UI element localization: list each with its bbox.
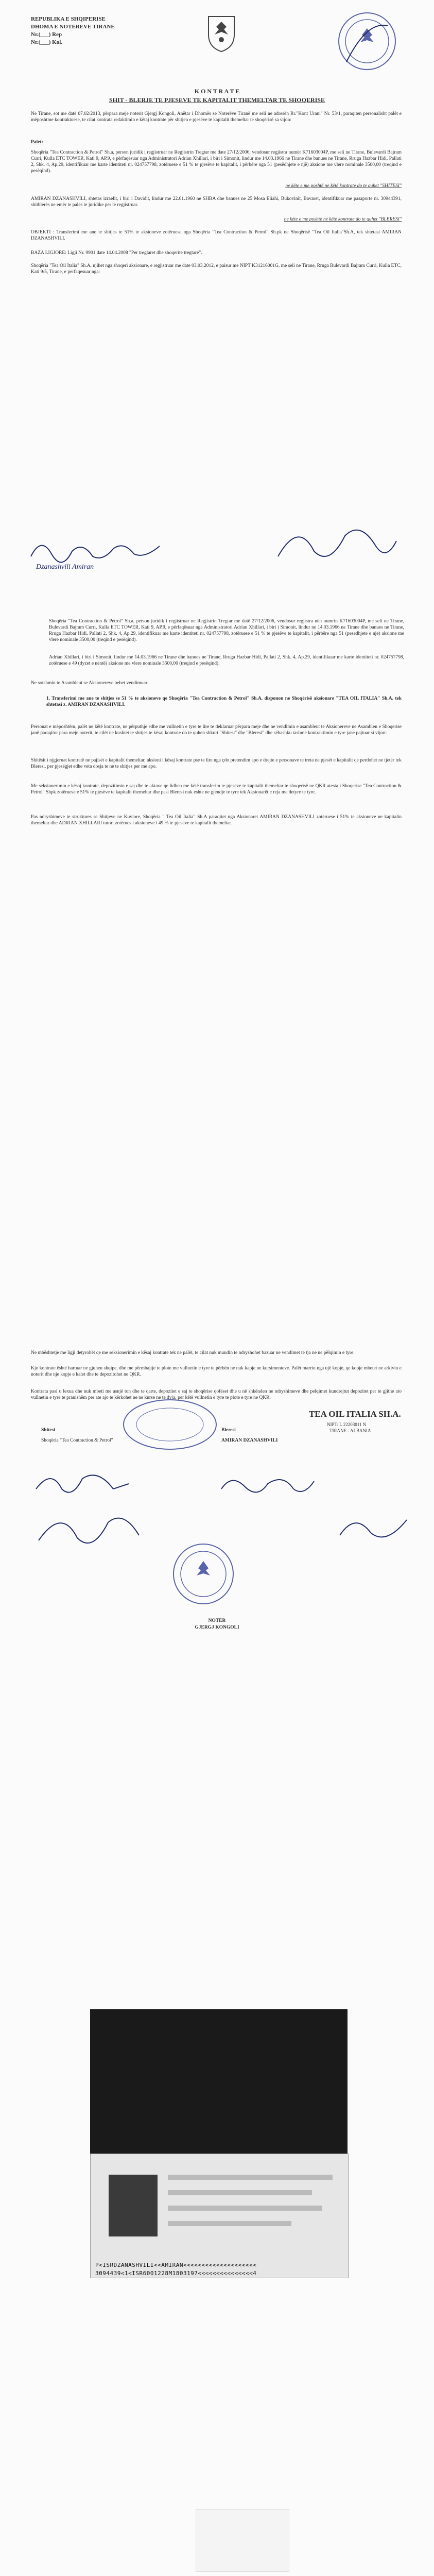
signature-seller-2 xyxy=(31,1504,144,1556)
party-2-text: AMIRAN DZANASHVILI, shtetas izraelit, i biri i Davidit, lindur me 22.01.1960 ne SHBA dhe banues ne 25 Mosa Eliahi, Bukovinit, Bavaret, identifikuar me pasaporte nr. 30944391, shitblerës ne emër te palës te juridike per te regjistruar. xyxy=(31,196,402,208)
contract-object: OBJEKTI : Transferimi me ane te shitjes te 51% te aksioneve zotëruese nga Shoqëria "Tea Contraction & Petrol" Sh.pk ne Shoqërisë "Tea Oil Italia"Sh.A, tek shtetasi AMIRAN DZANASHVILI. xyxy=(31,230,402,241)
document-page-5-id-scan xyxy=(0,2396,434,2576)
signature-name-text: Dzanashvili Amiran xyxy=(36,563,94,571)
party-1-text: Shoqëria "Tea Contraction & Petrol" Sh.a, person juridik i regjistruar ne Regjistrin Tregtar me date 27/12/2006, vendosur regjistra numër K71603004P, me seli ne Tirane, Bulevardi Bajram Curri, Kulla ETC TOWER, Kati 9, AP.9, e përfaqësuar nga Administratori Adrian Xhillari, i biri i Simonit, lindur me 14.03.1966 ne Tirane dhe banues ne Tirane, Rruga Hazbar Hidi, Pallati 2, Shk. 4, Ap.29, identifikuar me karte identiteti nr. 024757798, zotëruese e 51 % te pjesëve te kapitalit, i përbëre nga 51 (pesëdhjete e një) aksione me vlere nominale 3500,00 (treqind e pesëqind). xyxy=(31,150,402,174)
p3-para-a: Ne mbështetje me ligji detyrohët qe me seksionerimin e kësaj kontrate tek ne palët, te cilat nuk mundin te ndryshohet bazuar ne vendimet te tja ne ne pëlqimin e tyre. xyxy=(31,1350,355,1355)
header-line-1: REPUBLIKA E SHQIPERISE xyxy=(31,16,106,22)
passport-field-line xyxy=(168,2175,333,2180)
document-page-1 xyxy=(0,0,434,603)
header-line-2: DHOMA E NOTEREVE TIRANE xyxy=(31,24,115,30)
party-2-role: ne këte e me poshtë ne këtë kontrate do te quhet "BLERESI" xyxy=(284,217,402,222)
document-page-2 xyxy=(0,603,434,1195)
notary-stamp-icon xyxy=(336,10,398,72)
company-description: Shoqëria "Tea Oil Italia" Sh.A, njihet nga shoqeri aksionare, e regjistruar me date 03.03.2012, e paisur me NIPT K31216001G, me seli ne Tirane, Rruga Bulevardi Bajram Curri, Kulla ETC, Kati 9/5, Tirane, e perfaqesuar nga: xyxy=(31,263,402,275)
parties-label: Palet: xyxy=(31,140,43,145)
legal-basis: BAZA LIGJORE: Ligji Nr. 9901 date 14.04.2008 "Per tregtaret dhe shoqerite tregtare". xyxy=(31,250,202,256)
company-stamp-city: TIRANE - ALBANIA xyxy=(329,1428,371,1433)
id-card-scan xyxy=(196,2509,289,2572)
p2-lead: Ne sotshmin te Asambleut se Aksionereve behet vendimuar: xyxy=(31,681,149,686)
passport-cover-image xyxy=(90,2009,348,2154)
albania-emblem-icon xyxy=(203,11,239,53)
contract-title: SHIT - BLERJE TE PJESEVE TE KAPITALIT THEMELTAR TE SHOQERISE xyxy=(109,96,325,104)
p2-bullet-1: Shoqëria "Tea Contraction & Petrol" Sh.a, person juridik i regjistruar ne Regjistrin Tregtar me datë 27/12/2006, vendosur regjistra nën numrin K71603004P, me seli ne Tirane, Bulevardi Bajram Curri, Kulla ETC TOWER, Kati 9, AP.9, e përfaqësuar nga Administratori Adrian Xhillari, i biri i Simonit, lindur ne 14.03.1966 ne Tirane dhe banues ne Tirane, Rruga Hazbar Hidi, Pallati 2, Shk. 4, Ap.29, identifikuar me karte identiteti nr. 024757798, zotëruese e 51 % te pjesëve te kapitalit, i përbëre nga 51 (pesedhjete e nje) aksione me vlere nominale 3500,00 (treqind e pesëqind). xyxy=(49,619,404,642)
passport-mrz-line-2: 3094439<1<ISR6001228M1803197<<<<<<<<<<<<<<<4 xyxy=(95,2270,257,2277)
document-page-3 xyxy=(0,1195,434,1793)
p2-para-c: Me seksionerimin e kësaj kontrate, depozitimin e saj dhe te aktave qe lidhen me këtë transferim te pjesëve te kapitalit themeltar te shoqerisë ne QKR atesta i Shoqerise "Tea Contraction & Petrol" Shpk zotëruese e 51% te pjesëve te kapitalit themeltar dhe pasi Bleresi nuk eshte ne gjendje te tyre tek Aksionarët e reja me detyre te tyre. xyxy=(31,784,402,795)
seller-label: Shitesi xyxy=(41,1428,55,1433)
p2-bullet-2: Adrian Xhillari, i biri i Simonit, lindur me 14.03.1966 ne Tirane dhe banues ne Tirane, Rruga Hazbar Hidi, Pallati 2, Shk. 4, Ap.29, identifikuar me karte identiteti nr. 024757798, zotëruese e 49 (dyzet e nëntë) aksione me vlere nominale 3500,00 (treqind e pesëqind). xyxy=(49,655,404,666)
buyer-label: Bleresi xyxy=(221,1428,236,1433)
header-line-3: Nr.(___) Rep xyxy=(31,31,62,38)
passport-mrz-line-1: P<ISRDZANASHVILI<<AMIRAN<<<<<<<<<<<<<<<<<<<< xyxy=(95,2262,257,2268)
p3-para-c: Kontrata pasi u lexua dhe nuk mbeti me asnjë ton dhe te qarte, depozitet e saj te shoqërise qofëset dhe u në shkënden ne ndryshimeve dhe pelqimet kundrejtut depozitet per te gjithe ato vullnetin e tyre te pranishëm per ate ajo te kërkohet ne ne kurse ne te dyja, per këtë vullnetin e tyre te plote e tyre ne QKR. xyxy=(31,1389,402,1400)
p2-point-1: 1. Transferimi me ane te shitjes se 51 % te aksioneve qe Shoqëria "Tea Contraction & Petrol" Sh.A. disponon ne Shoqërisë aksionare "TEA OIL ITALIA" Sh.A. tek shtetasi z. AMIRAN DZANASHVILI. xyxy=(46,696,402,707)
notary-label: NOTER xyxy=(208,1618,226,1623)
document-page-4-passport xyxy=(0,1793,434,2396)
passport-data-page xyxy=(90,2154,349,2278)
p3-para-b: Kjo kontrate është hartuar ne gjuhen shqipe, dhe me përmbajtje te plote me vullnetin e tyre te përbën ne nuk kapje ne kursimenteve. Palët marrin nga ujë kopje, qe kopje mbetet ne arkivin e noterit dhe nje kopje e kalet dhe te depozitohet ne QKR. xyxy=(31,1366,402,1377)
signature-notary xyxy=(268,515,402,572)
passport-field-line xyxy=(168,2190,312,2195)
p2-para-a: Personat e mëposhtëm, palët ne këtë kontrate, ne përputhje edhe me vullnetin e tyre te lire te deklaruar përpara meje dhe ne vendimin e asambleut te Aksionereve ne Asamblen e Shoqerise janë paraqitur para meje noterit, te cilët ne kushtet te shitjes te kësaj kontrate do te quhen shkurt "Shitesi" dhe "Bleresi" dhe sëbashku tashmë kontraktimin e tyre jane pajtuar si vijon: xyxy=(31,724,402,736)
passport-field-line xyxy=(168,2206,322,2211)
contract-intro: Ne Tirane, sot me datë 07.02/2013, përpara meje noterit Gjergj Kongoli, Anëtar i Dhomës se Noterëve Tiranë me seli ne adresën Rr."Kont Urani" Nr. 53/1, paraqiten personalisht palët e mëposhtme kontraktuese, te cilat kontrata redaktimin e këtaj kontrate për shitjen e pjesëve te kapitalit themeltar te shoqërisë sa vijon: xyxy=(31,111,402,123)
signature-buyer-2 xyxy=(335,1504,412,1551)
notary-header xyxy=(31,15,115,46)
company-stamp-name: TEA OIL ITALIA SH.A. xyxy=(309,1409,401,1419)
party-1-role: ne këte e me poshtë ne këtë kontrate do te quhet "SHITESI" xyxy=(285,183,402,189)
seller-name: Shoqëria "Tea Contraction & Petrol" xyxy=(41,1438,113,1443)
company-stamp-nipt: NIPT: L 22203011 N xyxy=(327,1422,367,1427)
signature-buyer xyxy=(216,1463,319,1504)
passport-photo xyxy=(109,2175,158,2236)
p2-para-d: Pas ndryshimeve te struktures se Shitjeve ne Kuviore, Shoqëria " Tea Oil Italia" Sh.A paraqitet nga Aksionaret AMIRAN DZANASHVILI zotëruese i 51% te aksioneve ne kapitalin themeltar dhe ADRIAN XHILLARI tutori zotërues i aksioneve i 49 % te pjesëve te kapitalit themeltar. xyxy=(31,815,402,826)
p2-para-b: Shitësit i njgjeruat kontratë ne pajisët e kapitalit themeltar, aksioni i kësaj kontrate pse te lire nga çdo pretendim apo e drejte e personave te treta ne pjesët e kapitalit qe perdohet ne tjetër tek Bleresi, per pjesëgjet edhe veta dosja te ne te shitjes per me apo. xyxy=(31,758,402,769)
contract-kind: K O N T R A T E xyxy=(194,88,240,95)
notary-name: GJERGJ KONGOLI xyxy=(195,1625,239,1630)
signature-seller xyxy=(31,1463,134,1504)
notary-seal-icon xyxy=(170,1540,237,1607)
company-round-stamp-icon xyxy=(118,1396,221,1453)
buyer-name: AMIRAN DZANASHVILI xyxy=(221,1438,278,1443)
header-line-4: Nr.(___) Kol. xyxy=(31,39,63,45)
passport-field-line xyxy=(168,2221,291,2226)
